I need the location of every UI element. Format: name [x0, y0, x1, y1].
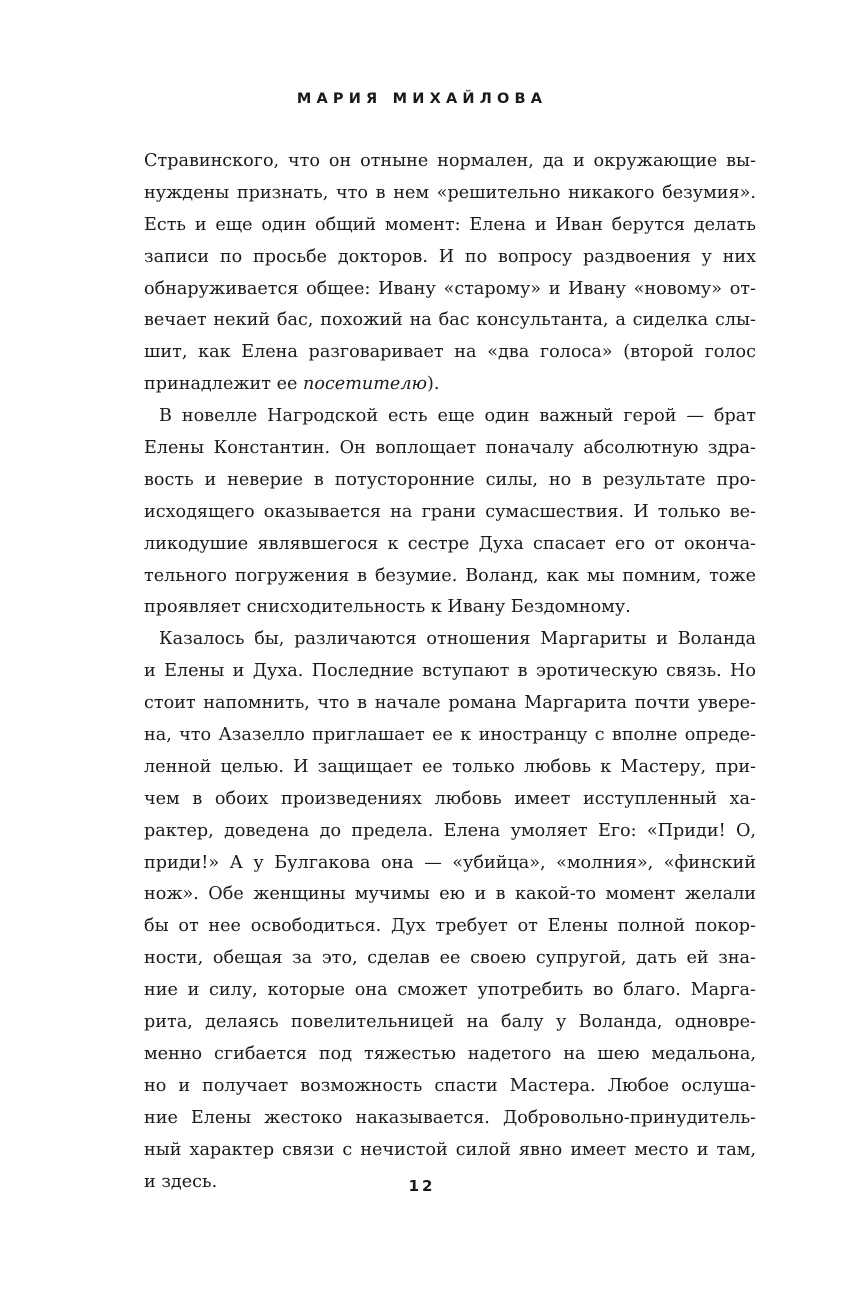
text-line: ние Елены жестоко наказывается. Добровольно-принудитель- — [144, 1107, 756, 1128]
text-line: рита, делаясь повелительницей на балу у Воланда, одновре- — [144, 1012, 756, 1033]
text-line: приди!» А у Булгакова она — «убийца», «молния», «финский — [144, 852, 756, 873]
text-line: рактер, доведена до предела. Елена умоляет Его: «Приди! О, — [144, 820, 756, 841]
text-line: исходящего оказывается на грани сумасшествия. И только ве- — [144, 501, 756, 522]
running-head-author: МАРИЯ МИХАЙЛОВА — [296, 91, 548, 107]
text-line: бы от нее освободиться. Дух требует от Елены полной покор- — [144, 916, 756, 937]
text-line: ние и силу, которые она сможет употребить во благо. Марга- — [144, 980, 756, 1001]
text-line: чем в обоих произведениях любовь имеет исступленный ха- — [144, 788, 756, 809]
text-line: шит, как Елена разговаривает на «два голоса» (второй голос — [144, 342, 756, 363]
text-line: на, что Азазелло приглашает ее к иностранцу с вполне опреде- — [144, 725, 756, 746]
italic-run: посетителю — [303, 374, 428, 395]
text-line: ности, обещая за это, сделав ее своею супругой, дать ей зна- — [144, 948, 756, 969]
text-line: обнаруживается общее: Ивану «старому» и Ивану «новому» от- — [144, 278, 756, 299]
text-line — [144, 369, 756, 401]
text-line: проявляет снисходительность к Ивану Бездомному. — [144, 597, 631, 618]
text-run: принадлежит ее — [144, 374, 304, 395]
text-line: ный характер связи с нечистой силой явно имеет место и там, — [144, 1139, 756, 1160]
text-line: ликодушие являвшегося к сестре Духа спасает его от оконча- — [144, 533, 756, 554]
text-line: записи по просьбе докторов. И по вопросу раздвоения у них — [144, 246, 756, 267]
text-line: и здесь. — [144, 1171, 218, 1192]
text-line: тельного погружения в безумие. Воланд, как мы помним, тоже — [144, 565, 756, 586]
text-line: вечает некий бас, похожий на бас консультанта, а сиделка слы- — [144, 310, 756, 331]
body-text — [144, 146, 756, 1198]
text-line: В новелле Нагродской есть еще один важный герой — брат — [159, 406, 756, 427]
paragraph-2 — [144, 401, 756, 624]
text-line: менно сгибается под тяжестью надетого на шею медальона, — [144, 1043, 756, 1064]
text-line: Есть и еще один общий момент: Елена и Иван берутся делать — [144, 214, 756, 235]
text-line: но и получает возможность спасти Мастера. Любое ослуша- — [144, 1075, 756, 1096]
text-line: и Елены и Духа. Последние вступают в эротическую связь. Но — [144, 661, 756, 682]
text-line: нуждены признать, что в нем «решительно никакого безумия». — [144, 182, 756, 203]
text-line: Стравинского, что он отныне нормален, да и окружающие вы- — [144, 151, 756, 171]
text-line: Казалось бы, различаются отношения Маргариты и Воланда — [159, 629, 756, 650]
text-line: вость и неверие в потусторонние силы, но в результате про- — [144, 469, 756, 490]
text-run: ). — [427, 374, 440, 395]
page-number: 12 — [408, 1177, 436, 1195]
text-line: нож». Обе женщины мучимы ею и в какой-то момент желали — [144, 884, 756, 905]
text-line: Елены Константин. Он воплощает поначалу абсолютную здра- — [144, 438, 756, 459]
paragraph-3 — [144, 624, 756, 1198]
text-line: стоит напомнить, что в начале романа Маргарита почти увере- — [144, 693, 756, 714]
text-line: ленной целью. И защищает ее только любовь к Мастеру, при- — [144, 756, 756, 777]
paragraph-1 — [144, 146, 756, 401]
